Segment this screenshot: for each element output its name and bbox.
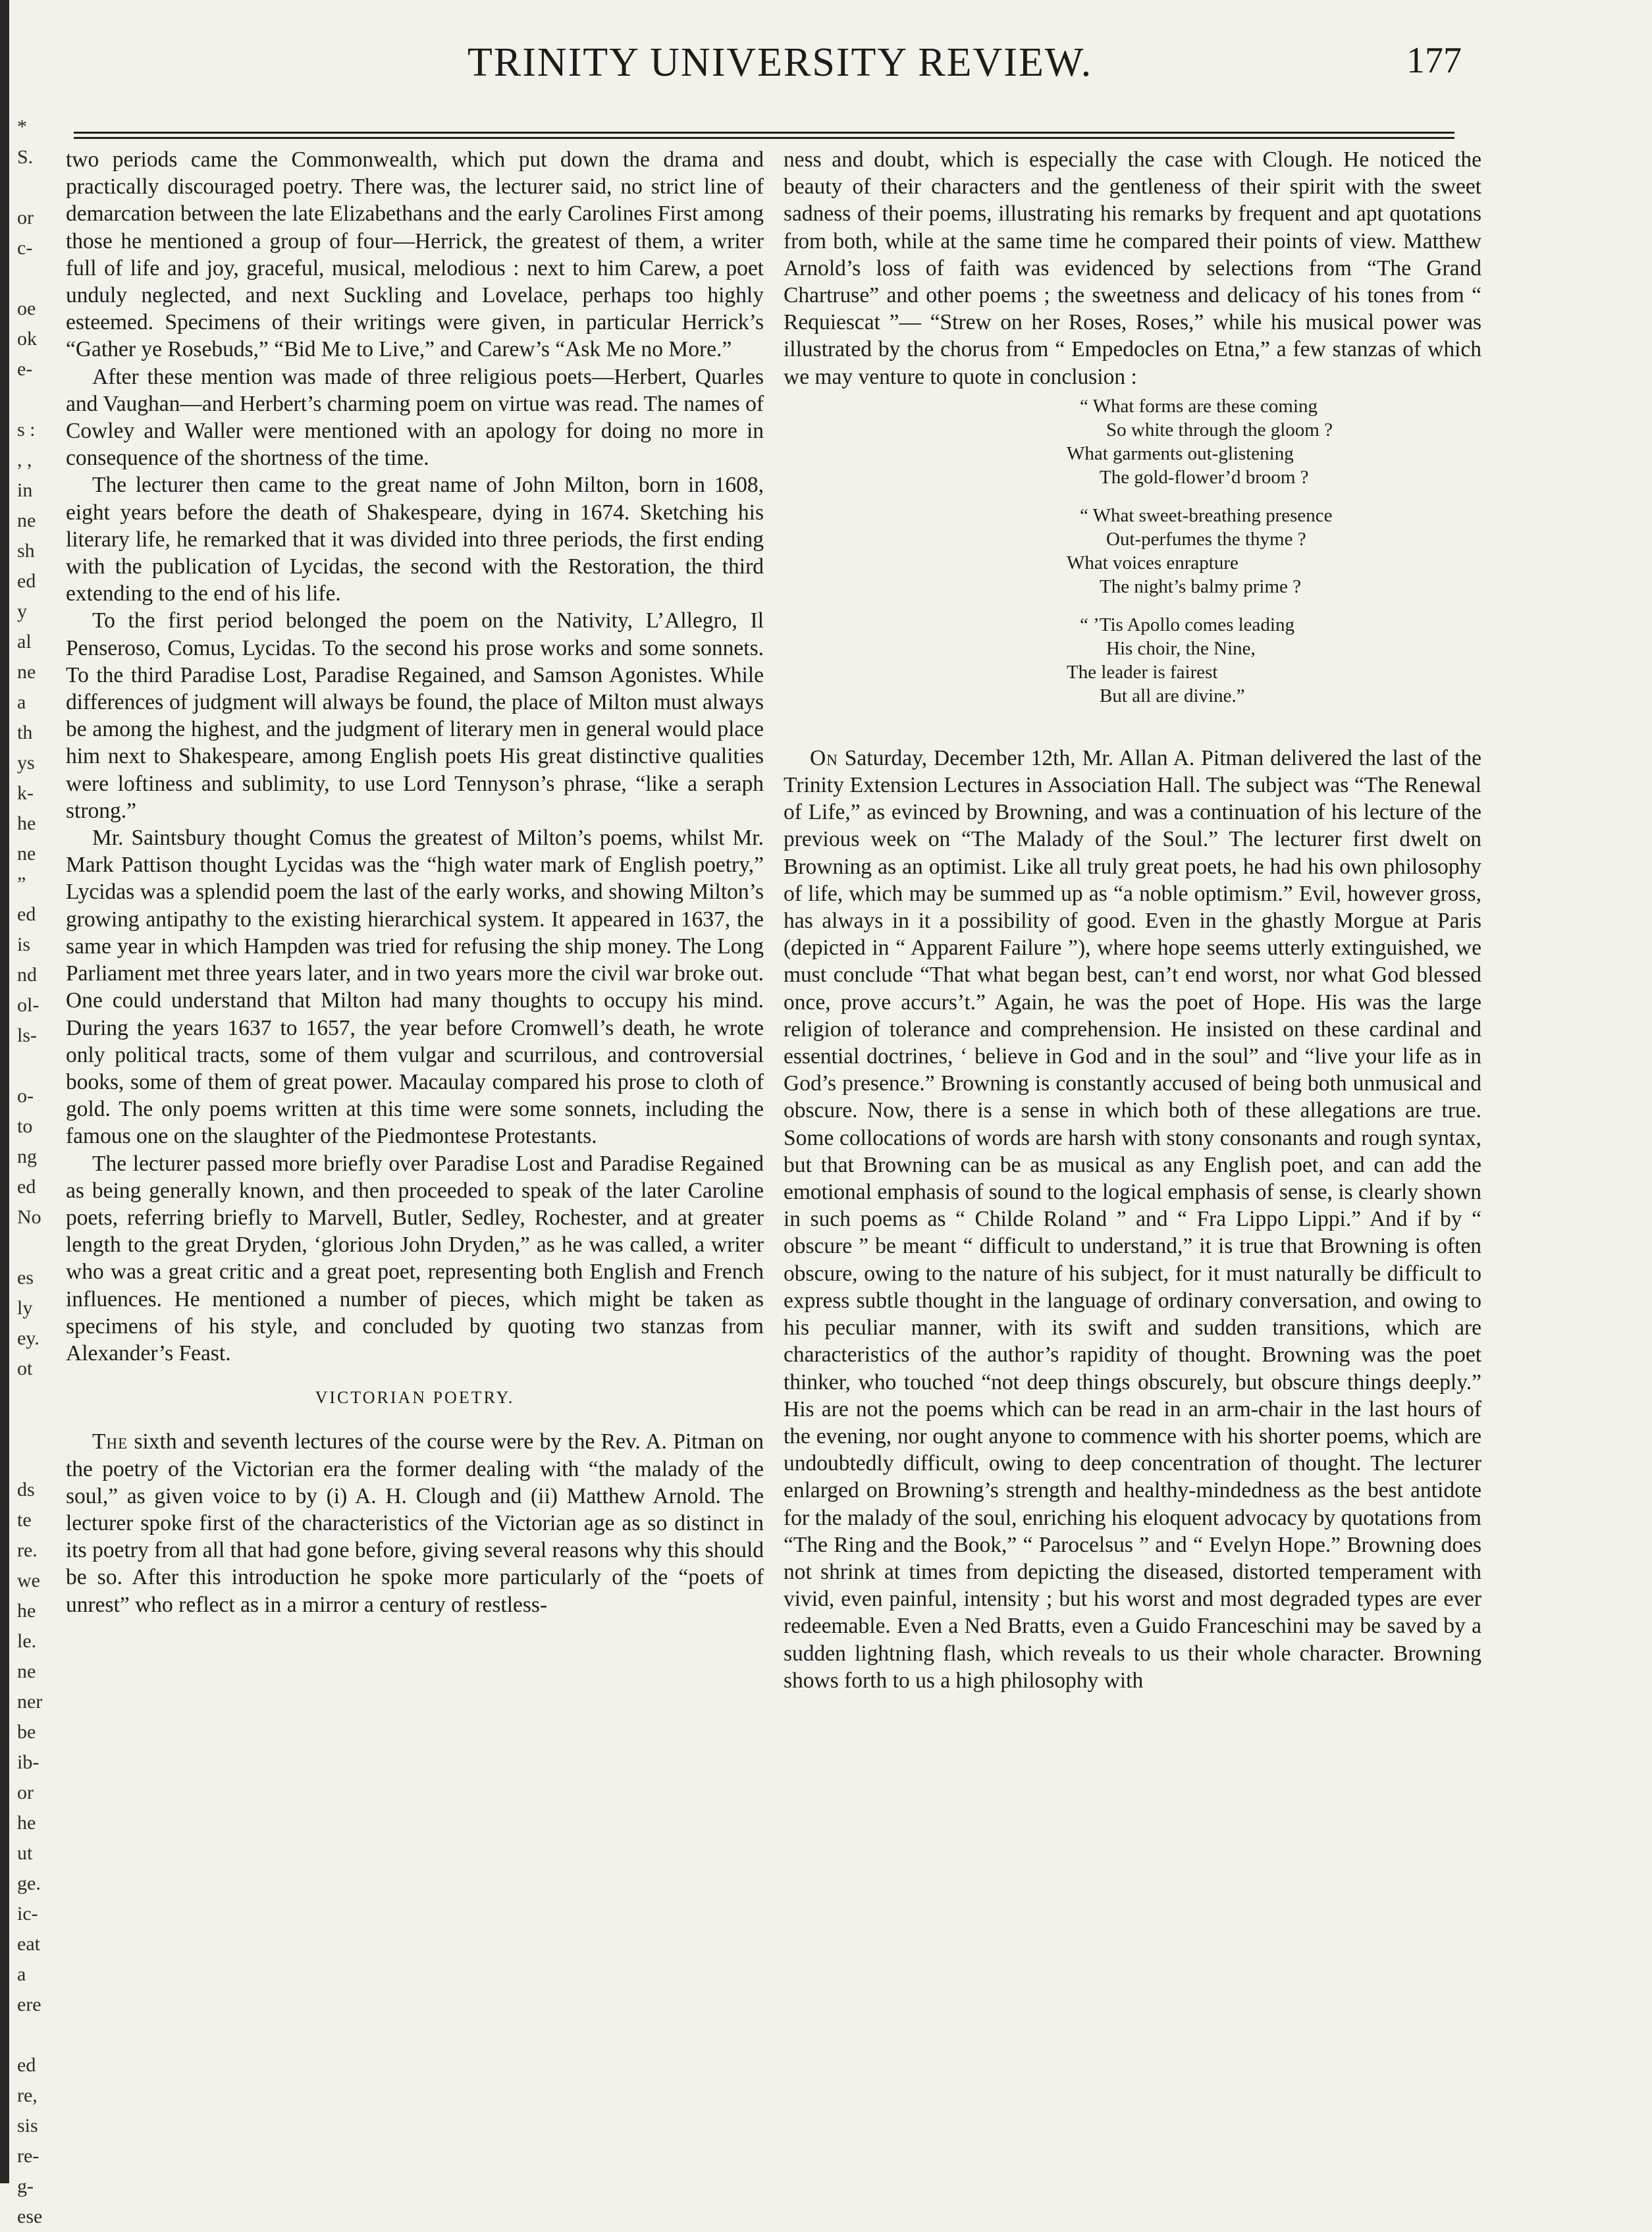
margin-fragment: ds: [17, 1479, 35, 1501]
poem-line: What voices enrapture: [1067, 552, 1239, 573]
margin-fragment: [17, 2020, 57, 2050]
poem-stanza: [784, 613, 1481, 708]
poem-line: The gold-flower’d broom ?: [1100, 466, 1309, 488]
right-column: [784, 146, 1481, 1694]
margin-fragment: ot: [17, 1358, 33, 1379]
margin-fragment: sh: [17, 540, 35, 562]
margin-fragment: c-: [17, 237, 33, 259]
poem-line: But all are divine.”: [1100, 685, 1245, 706]
margin-fragment: ey.: [17, 1327, 40, 1349]
margin-fragment: g-: [17, 2175, 34, 2197]
margin-fragment: ne: [17, 1661, 36, 1682]
poem-line: The leader is fairest: [1067, 661, 1218, 683]
margin-fragment: [17, 1445, 57, 1475]
margin-fragment: ol-: [17, 994, 40, 1016]
margin-fragment: ic-: [17, 1903, 38, 1925]
paragraph: To the first period belonged the poem on the Nativity, L’Allegro, Il Penseroso, Comus, Lycidas. To the second his prose works and some sonnets. To the third Paradise Lost, Paradise Regained, and Samson Agonistes. While differences of judgment will always be found, the place of Milton must always be among the highest, and the judgment of literary men in general would place him next to Shakespeare, among English poets His great distinctive qualities were loftiness and sublimity, to use Lord Tennyson’s phrase, “like a seraph strong.”: [66, 608, 764, 823]
margin-fragment: al: [17, 631, 32, 652]
margin-fragment: , ,: [17, 449, 32, 471]
margin-fragment: ed: [17, 903, 36, 925]
poem-quotation: [784, 394, 1481, 708]
margin-fragment: be: [17, 1721, 36, 1743]
margin-fragment: [17, 385, 57, 415]
adjacent-page-margin-text: [17, 112, 57, 2232]
margin-fragment: ese: [17, 2206, 43, 2227]
section-heading: VICTORIAN POETRY.: [315, 1388, 515, 1408]
paragraph: Mr. Saintsbury thought Comus the greatest of Milton’s poems, whilst Mr. Mark Pattison thought Lycidas was the “high water mark of English poetry,” Lycidas was a splendid poem the last of the early works, and showing Milton’s growing antipathy to the existing hierarchical system. It appeared in 1637, the same year in which Hampden was tried for refusing the ship money. The Long Parliament met three years later, and in two years more the civil war broke out. One could understand that Milton had many thoughts to occupy his mind. During the years 1637 to 1657, the year before Cromwell’s death, he wrote only political tracts, some of them vulgar and scurrilous, and controversial books, some of them of great power. Macaulay compared his prose to cloth of gold. The only poems written at this time were some sonnets, including the famous one on the slaughter of the Piedmontese Protestants.: [66, 826, 764, 1149]
margin-fragment: ng: [17, 1146, 37, 1167]
margin-fragment: ere: [17, 1994, 41, 2015]
paragraph-lead-word: The: [92, 1429, 128, 1454]
margin-fragment: ls-: [17, 1024, 37, 1046]
margin-fragment: ”: [17, 873, 26, 895]
margin-fragment: [17, 1051, 57, 1081]
margin-fragment: s :: [17, 419, 36, 440]
poem-line: “ What forms are these coming: [1080, 395, 1318, 417]
poem-line: “ What sweet-breathing presence: [1080, 504, 1333, 526]
running-title: TRINITY UNIVERSITY REVIEW.: [467, 40, 1093, 85]
margin-fragment: ne: [17, 661, 36, 683]
margin-fragment: te: [17, 1509, 32, 1531]
margin-fragment: sis: [17, 2115, 38, 2137]
margin-fragment: a: [17, 691, 26, 713]
margin-fragment: oe: [17, 298, 36, 319]
paragraph: [66, 1428, 764, 1618]
margin-fragment: ge.: [17, 1873, 41, 1894]
margin-fragment: [17, 173, 57, 203]
poem-line: His choir, the Nine,: [1106, 637, 1256, 659]
margin-fragment: ys: [17, 752, 35, 774]
margin-fragment: in: [17, 479, 33, 501]
margin-fragment: re,: [17, 2085, 38, 2106]
margin-fragment: re.: [17, 1539, 38, 1561]
margin-fragment: ed: [17, 2054, 36, 2076]
paragraph-lead-word: On: [810, 745, 838, 770]
poem-stanza: [784, 394, 1481, 489]
margin-fragment: th: [17, 722, 33, 743]
margin-fragment: or: [17, 1782, 34, 1803]
margin-fragment: [17, 263, 57, 294]
poem-line: The night’s balmy prime ?: [1100, 575, 1302, 597]
margin-fragment: he: [17, 812, 36, 834]
header-double-rule: [74, 132, 1454, 139]
margin-fragment: *: [17, 116, 27, 138]
page-number: 177: [1406, 40, 1462, 81]
margin-fragment: ok: [17, 328, 37, 350]
margin-fragment: es: [17, 1267, 34, 1289]
margin-fragment: to: [17, 1115, 33, 1137]
margin-fragment: ed: [17, 570, 36, 592]
paragraph: After these mention was made of three religious poets—Herbert, Quarles and Vaughan—and Herbert’s charming poem on virtue was read. The names of Cowley and Waller were mentioned with an apology for doing no more in consequence of the shortness of the time.: [66, 364, 764, 471]
margin-fragment: e-: [17, 358, 33, 380]
paragraph-body: sixth and seventh lectures of the course were by the Rev. A. Pitman on the poetry of the Victorian era the former dealing with “the malady of the soul,” as given voice to by (i) A. H. Clough and (ii) Matthew Arnold. The lecturer spoke first of the characteristics of the Victorian age as so distinct in its poetry from all that had gone before, giving several reasons why this should be so. After this introduction he spoke more particularly of the “poets of unrest” who reflect as in a mirror a century of restless-: [66, 1429, 764, 1617]
margin-fragment: k-: [17, 782, 34, 804]
margin-fragment: a: [17, 1963, 26, 1985]
margin-fragment: y: [17, 600, 27, 622]
margin-fragment: he: [17, 1812, 36, 1834]
margin-fragment: re-: [17, 2145, 40, 2167]
margin-fragment: ly: [17, 1297, 33, 1319]
margin-fragment: eat: [17, 1933, 40, 1955]
poem-line: Out-perfumes the thyme ?: [1106, 528, 1306, 550]
poem-line: So white through the gloom ?: [1106, 419, 1333, 440]
poem-stanza: [784, 504, 1481, 598]
paragraph-body: Saturday, December 12th, Mr. Allan A. Pitman delivered the last of the Trinity Extension Lectures in Association Hall. The subject was “The Renewal of Life,” as evinced by Browning, and was a continuation of his lecture of the previous week on “The Malady of the Soul.” The lecturer first dwelt on Browning as an optimist. Like all truly great poets, he had his own philosophy of life, which may be summed up as “a noble optimism.” Evil, however gross, has always in it a possibility of good. Even in the ghastly Morgue at Paris (depicted in “ Apparent Failure ”), where hope seems utterly extinguished, we must conclude “That what began best, can’t end worst, nor what God blessed once, prove accurs’t.” Again, he was the poet of Hope. His was the large religion of tolerance and comprehension. He insisted on these cardinal and essential doctrines, ‘ believe in God and in the soul” and “live your life as in God’s presence.” Browning is constantly accused of being both unmusical and obscure. Now, there is a sense in which both of these allegations are true. Some collocations of words are harsh with stony consonants and rough syntax, but that Browning can be as musical as any English poet, and can add the emotional emphasis of sound to the logical emphasis of sense, is clearly shown in such poems as “ Childe Roland ” and “ Fra Lippo Lippi.” And if by “ obscure ” be meant “ difficult to understand,” it is true that Browning is often obscure, owing to the nature of his subject, for it must naturally be difficult to express subtle thought in the language of ordinary conversation, and owing to his peculiar manner, with its swift and sudden transitions, which are characteristics of the author’s rapidity of thought. Browning was the poet thinker, who touched “not deep things obscurely, but obscure things deeply.” His are not the poems which can be read in an arm-chair in the last hours of the evening, nor ought anyone to commence with his shorter poems, which are undoubtedly difficult, owing to deep concentration of thought. The lecturer enlarged on Browning’s strength and healthy-mindedness as the best antidote for the malady of the soul, enriching his eloquent advocacy by quotations from “The Ring and the Book,” “ Parocelsus ” and “ Evelyn Hope.” Browning does not shrink at times from depicting the diseased, distorted temperament with vivid, even painful, intensity ; but his worst and most degraded types are ever redeemable. Even a Ned Bratts, even a Guido Franceschini may be saved by a sudden lightning flash, which reveals to us their whole character. Browning shows forth to us a high philosophy with: [784, 745, 1481, 1693]
margin-fragment: o-: [17, 1085, 34, 1107]
margin-fragment: ed: [17, 1176, 36, 1198]
margin-fragment: ne: [17, 510, 36, 531]
paragraph: The lecturer then came to the great name of John Milton, born in 1608, eight years before the death of Shakespeare, dying in 1674. Sketching his literary life, he remarked that it was divided into three periods, the first ending with the publication of Lycidas, the second with the Restoration, the third extending to the end of his life.: [66, 473, 764, 606]
poem-line: What garments out-glistening: [1067, 442, 1294, 464]
margin-fragment: No: [17, 1206, 41, 1228]
paragraph: two periods came the Commonwealth, which put down the drama and practically discouraged poetry. There was, the lecturer said, no strict line of demarcation between the late Elizabethans and the early Carolines First among those he mentioned a group of four—Herrick, the greatest of them, a writer full of life and joy, graceful, musical, melodious : next to him Carew, a poet unduly neglected, and next Suckling and Lovelace, perhaps too highly esteemed. Specimens of their writings were given, in particular Herrick’s “Gather ye Rosebuds,” “Bid Me to Live,” and Carew’s “Ask Me no More.”: [66, 147, 764, 362]
paragraph: ness and doubt, which is especially the case with Clough. He noticed the beauty of their characters and the gentleness of their spirit with the sweet sadness of their poems, illustrating his remarks by frequent and apt quotations from both, while at the same time he compared their points of view. Matthew Arnold’s loss of faith was evidenced by selections from “The Grand Chartruse” and other poems ; the sweetness and delicacy of his tones from “ Requiescat ”— “Strew on her Roses, Roses,” while his musical power was illustrated by the chorus from “ Empedocles on Etna,” a few stanzas of which we may venture to quote in conclusion :: [784, 147, 1481, 389]
margin-fragment: ner: [17, 1691, 43, 1713]
margin-fragment: is: [17, 934, 31, 955]
page-binding-edge: [0, 0, 9, 2183]
left-column: [66, 146, 764, 1618]
margin-fragment: or: [17, 207, 34, 228]
margin-fragment: we: [17, 1570, 40, 1591]
margin-fragment: ib-: [17, 1751, 40, 1773]
margin-fragment: ne: [17, 843, 36, 864]
margin-fragment: [17, 1414, 57, 1445]
margin-fragment: S.: [17, 146, 34, 168]
margin-fragment: le.: [17, 1630, 37, 1652]
margin-fragment: [17, 1384, 57, 1414]
margin-fragment: nd: [17, 964, 37, 986]
margin-fragment: [17, 1233, 57, 1263]
poem-line: “ ’Tis Apollo comes leading: [1080, 614, 1294, 635]
margin-fragment: ut: [17, 1842, 33, 1864]
paragraph: [784, 745, 1481, 1694]
paragraph: The lecturer passed more briefly over Paradise Lost and Paradise Regained as being generally known, and then proceeded to speak of the later Caroline poets, referring briefly to Marvell, Butler, Sedley, Rochester, and at greater length to the great Dryden, ‘glorious John Dryden,” as he was called, a writer who was a great critic and a great poet, representing both English and French influences. He mentioned a number of pieces, which might be taken as specimens of his style, and concluded by quoting two stanzas from Alexander’s Feast.: [66, 1151, 764, 1366]
margin-fragment: he: [17, 1600, 36, 1622]
